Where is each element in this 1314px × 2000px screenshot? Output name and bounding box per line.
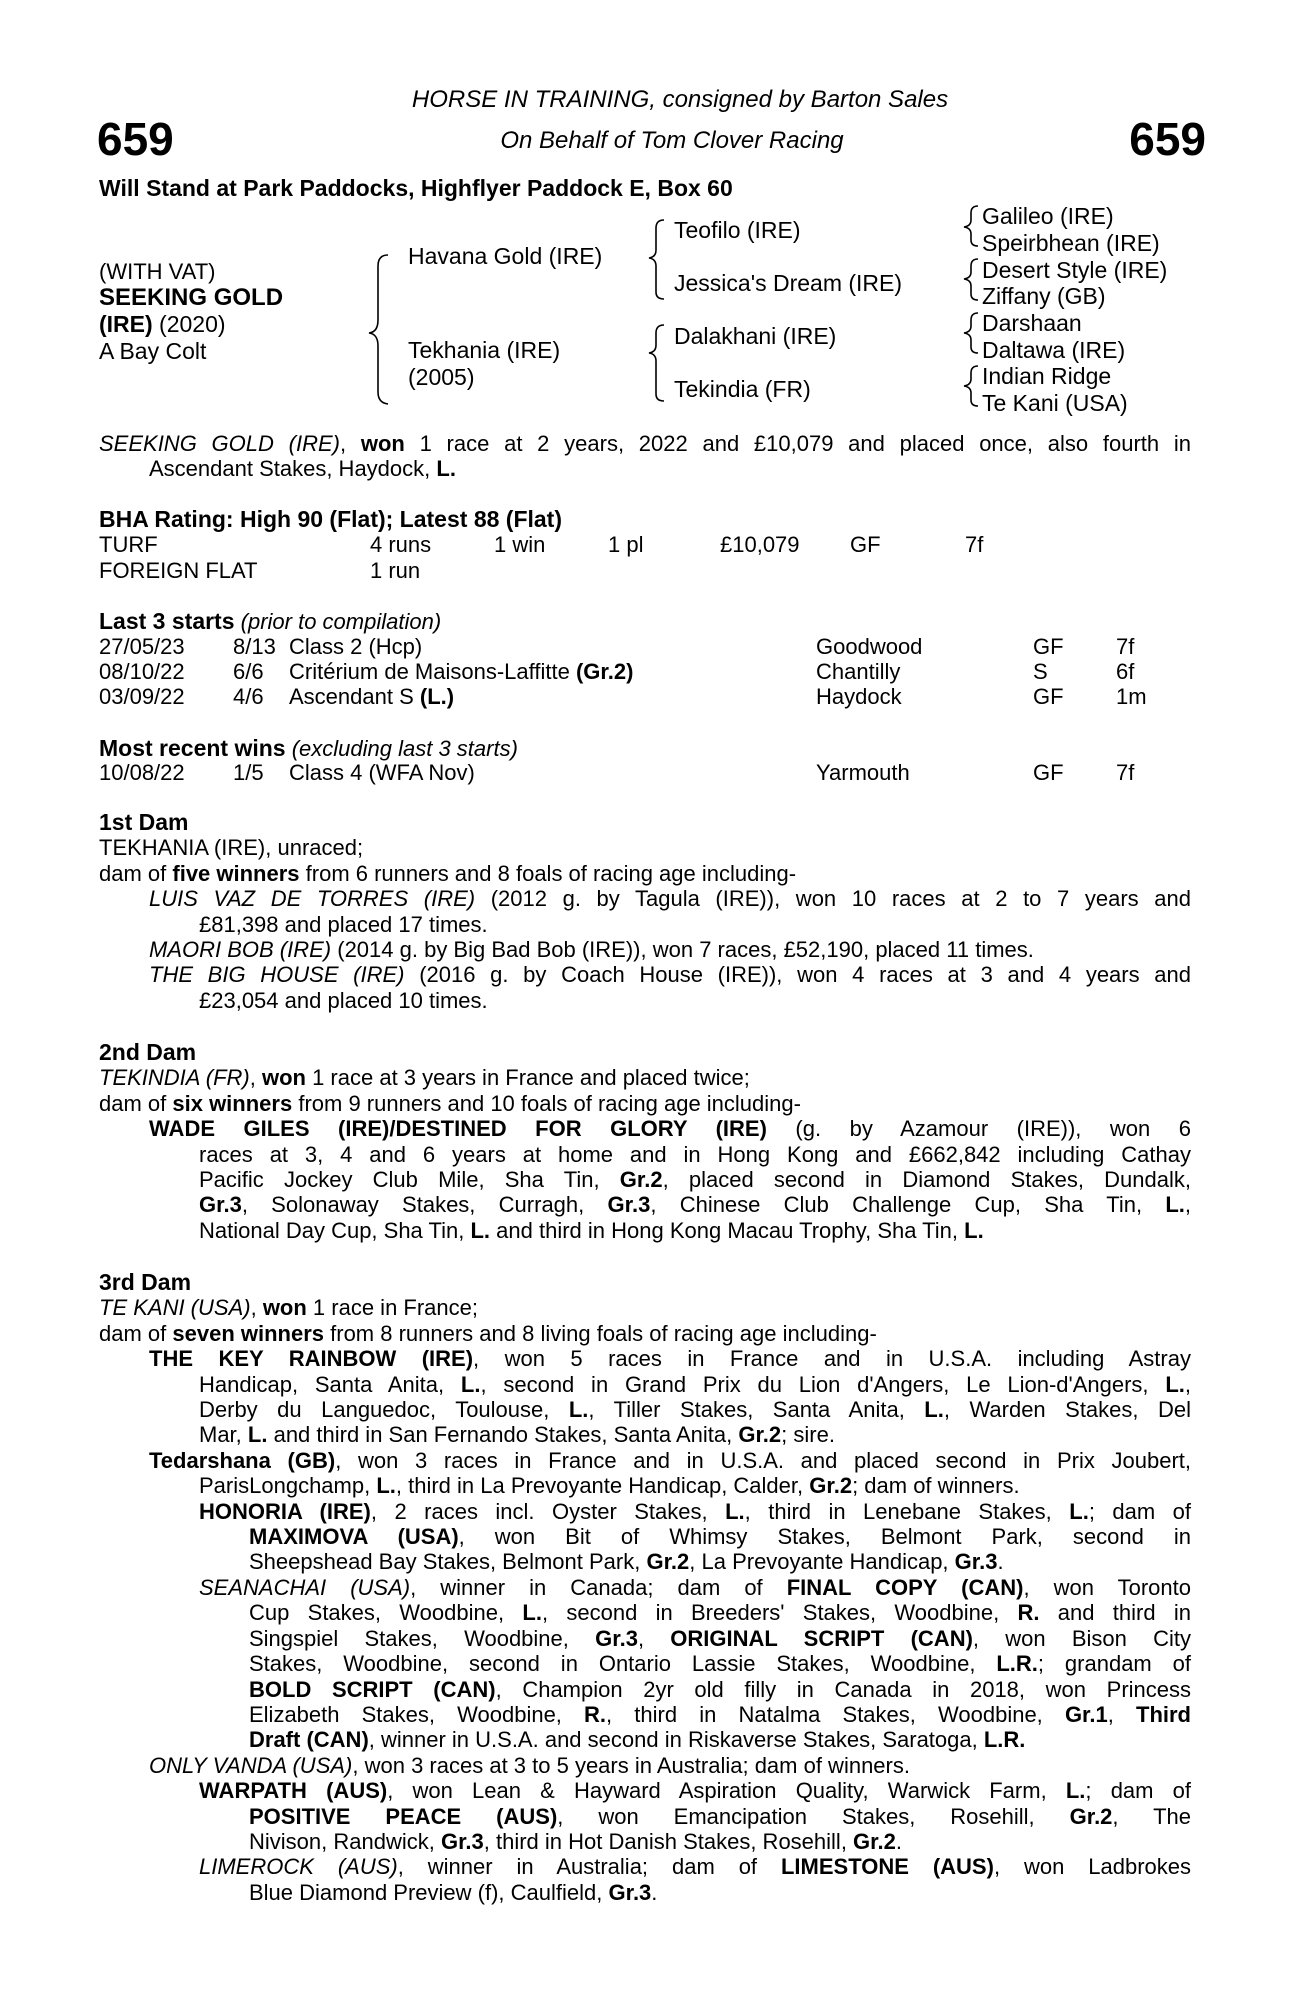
text-line — [99, 1524, 1191, 1549]
text-run: won — [261, 1065, 306, 1091]
text-line — [99, 1448, 1191, 1473]
text-run: R. — [1017, 1600, 1040, 1626]
text-line — [99, 1372, 1191, 1397]
text-line — [99, 1626, 1191, 1651]
text-run: dam of — [99, 860, 173, 886]
text-run: from 9 runners and 10 foals of racing age including- — [292, 1090, 801, 1116]
text-run: , won 3 races in France and in U.S.A. and placed second in Prix Joubert, — [335, 1447, 1191, 1473]
stand-location: Will Stand at Park Paddocks, Highflyer Paddock E, Box 60 — [99, 175, 733, 201]
text-run: ; dam of — [1088, 1498, 1191, 1524]
text-run: L. — [470, 1217, 491, 1243]
text-line — [99, 1575, 1191, 1600]
horse-origin: (IRE) — [99, 311, 153, 337]
text-run: ; grandam of — [1037, 1651, 1192, 1677]
text-line: £23,054 and placed 10 times. — [199, 987, 488, 1013]
text-line — [99, 1321, 1191, 1346]
text-line — [99, 1065, 1191, 1090]
text-run: 1 race at 2 years, 2022 and £10,079 and placed once, also fourth in — [404, 431, 1191, 456]
text-line — [99, 1192, 1191, 1217]
text-run: Gr.1 — [1064, 1701, 1108, 1727]
second-dam-heading: 2nd Dam — [99, 1039, 197, 1065]
text-run: , third in Hot Danish Stakes, Rosehill, — [483, 1828, 854, 1854]
text-run: , won Toronto — [1023, 1574, 1191, 1600]
text-run: , second in Breeders' Stakes, Woodbine, — [541, 1600, 1018, 1626]
text-line — [99, 937, 1191, 962]
text-run: ; sire. — [781, 1422, 835, 1448]
text-run: L. — [568, 1397, 589, 1423]
text-run: won — [360, 431, 405, 456]
text-run: L.R. — [983, 1727, 1026, 1753]
text-run: Derby du Languedoc, Toulouse, — [199, 1397, 569, 1423]
text-run: , — [637, 1625, 671, 1651]
text-run: WADE GILES (IRE)/DESTINED FOR GLORY (IRE) — [149, 1116, 767, 1142]
text-run: , third in Lenebane Stakes, — [744, 1498, 1070, 1524]
text-run: THE BIG HOUSE (IRE) — [149, 962, 405, 988]
text-run: Sheepshead Bay Stakes, Belmont Park, — [249, 1549, 647, 1575]
text-run: Gr.2 — [619, 1167, 663, 1193]
pedigree-ggp-1: Galileo (IRE) — [982, 203, 1114, 229]
third-dam-heading: 3rd Dam — [99, 1269, 192, 1295]
text-line — [99, 1600, 1191, 1625]
pedigree-dam-sire: Dalakhani (IRE) — [674, 323, 837, 349]
text-line — [99, 1397, 1191, 1422]
text-run: ONLY VANDA (USA) — [149, 1752, 353, 1778]
brace-ggp-2 — [964, 259, 978, 300]
pedigree-ggp-4: Ziffany (GB) — [982, 283, 1106, 309]
third-dam-section — [99, 1270, 1191, 1905]
text-run: Blue Diamond Preview (f), Caulfield, — [249, 1879, 609, 1905]
text-run: seven winners — [172, 1320, 325, 1346]
last3-row: 27/05/23 8/13 Class 2 (Hcp) Goodwood GF 7f — [99, 634, 1135, 659]
text-run: POSITIVE PEACE (AUS) — [249, 1803, 558, 1829]
text-line: races at 3, 4 and 6 years at home and in Hong Kong and £662,842 including Cathay — [199, 1141, 1191, 1167]
text-run: . — [997, 1549, 1004, 1575]
second-dam-section — [99, 1040, 1191, 1243]
text-line — [99, 1677, 1191, 1702]
text-run: from 6 runners and 8 foals of racing age including- — [299, 860, 797, 886]
text-line — [99, 1167, 1191, 1192]
text-run: Gr.3 — [608, 1879, 652, 1905]
recent-heading: Most recent wins (excluding last 3 starts) — [99, 735, 518, 761]
text-run: Gr.2 — [853, 1828, 896, 1854]
text-run: , The — [1112, 1803, 1192, 1829]
text-run: Elizabeth Stakes, Woodbine, — [249, 1701, 585, 1727]
text-run: Gr.2 — [1069, 1803, 1113, 1829]
text-run: (2014 g. by Big Bad Bob (IRE)), won 7 races, £52,190, placed 11 times. — [331, 937, 1034, 963]
text-run: LUIS VAZ DE TORRES (IRE) — [149, 886, 476, 912]
text-run: (2012 g. by Tagula (IRE)), won 10 races at 2 to 7 years and — [475, 886, 1191, 912]
pedigree-sire-dam: Jessica's Dream (IRE) — [674, 270, 903, 296]
pedigree-dam-year: (2005) — [408, 364, 475, 390]
rating-heading: BHA Rating: High 90 (Flat); Latest 88 (Flat) — [99, 506, 562, 532]
text-run: Ascendant Stakes, Haydock, — [149, 456, 437, 482]
text-line — [99, 1829, 1191, 1854]
text-run: , placed second in Diamond Stakes, Dundalk, — [662, 1167, 1191, 1193]
last3-row: 08/10/22 6/6 Critérium de Maisons-Laffitte (Gr.2) Chantilly S 6f — [99, 659, 1135, 684]
text-line: £81,398 and placed 17 times. — [199, 911, 488, 937]
text-run: , Chinese Club Challenge Cup, Sha Tin, — [650, 1192, 1166, 1218]
text-run: , winner in Canada; dam of — [410, 1574, 787, 1600]
text-run: L. — [924, 1397, 944, 1423]
text-line — [99, 1804, 1191, 1829]
last3-row: 03/09/22 4/6 Ascendant S (L.) Haydock GF 1m — [99, 684, 1147, 709]
lot-number-right: 659 — [1129, 113, 1206, 165]
text-run: , Solonaway Stakes, Curragh, — [241, 1192, 608, 1218]
pedigree-ggp-8: Te Kani (USA) — [982, 390, 1128, 416]
text-run: Gr.2 — [646, 1549, 690, 1575]
text-line — [99, 1295, 1191, 1320]
brace-dam — [649, 325, 664, 401]
text-line — [99, 1854, 1191, 1879]
horse-name: SEEKING GOLD — [99, 284, 284, 311]
text-line — [99, 1727, 1191, 1752]
lot-number-left: 659 — [97, 113, 174, 165]
text-run: , won Bit of Whimsy Stakes, Belmont Park, second in — [458, 1524, 1191, 1550]
text-run: L. — [460, 1371, 481, 1397]
text-run: L. — [247, 1422, 268, 1448]
text-run: L. — [376, 1473, 396, 1499]
text-run: , winner in Australia; dam of — [397, 1854, 781, 1880]
text-line — [99, 1778, 1191, 1803]
text-run: ; dam of winners. — [852, 1473, 1020, 1499]
text-run: MAXIMOVA (USA) — [249, 1524, 459, 1550]
text-run: WARPATH (AUS) — [199, 1778, 388, 1804]
text-run: , won Emancipation Stakes, Rosehill, — [557, 1803, 1070, 1829]
text-run: Gr.3 — [199, 1192, 242, 1218]
text-run: and third in Hong Kong Macau Trophy, Sha Tin, — [490, 1217, 965, 1243]
text-run: L. — [436, 456, 456, 482]
text-run: five winners — [172, 860, 300, 886]
text-run: Gr.3 — [607, 1192, 651, 1218]
brace-ggp-3 — [964, 313, 978, 353]
text-run: won — [262, 1295, 307, 1321]
text-run: L. — [1165, 1371, 1185, 1397]
race-summary — [99, 431, 1191, 482]
text-run: L. — [522, 1600, 542, 1626]
first-dam-section — [99, 810, 1191, 1013]
text-run: , third in Natalma Stakes, Woodbine, — [606, 1701, 1065, 1727]
brace-sire — [649, 220, 664, 299]
text-run: , won 3 races at 3 to 5 years in Australia; dam of winners. — [352, 1752, 910, 1778]
text-run: , third in La Prevoyante Handicap, Calder, — [395, 1473, 810, 1499]
text-run: Gr.3 — [954, 1549, 998, 1575]
text-line — [99, 886, 1191, 911]
text-run: , — [250, 1295, 263, 1321]
pedigree-ggp-2: Speirbhean (IRE) — [982, 230, 1160, 256]
text-line — [99, 962, 1191, 987]
text-run: , — [339, 431, 361, 456]
text-run: HONORIA (IRE) — [199, 1498, 371, 1524]
text-line — [99, 1753, 1191, 1778]
text-run: FINAL COPY (CAN) — [786, 1574, 1024, 1600]
text-run: Pacific Jockey Club Mile, Sha Tin, — [199, 1167, 620, 1193]
horse-year: (2020) — [152, 311, 226, 337]
text-run: , winner in U.S.A. and second in Riskaverse Stakes, Saratoga, — [368, 1727, 984, 1753]
pedigree-sire-sire: Teofilo (IRE) — [674, 217, 801, 243]
text-run: TEKINDIA (FR) — [99, 1065, 250, 1091]
text-line — [99, 1346, 1191, 1371]
text-run: ORIGINAL SCRIPT (CAN) — [670, 1625, 973, 1651]
text-run: 1 race at 3 years in France and placed twice; — [305, 1065, 750, 1091]
text-line — [99, 1116, 1191, 1141]
text-line — [99, 1422, 1191, 1447]
text-run: , Tiller Stakes, Santa Anita, — [588, 1397, 925, 1423]
text-line — [99, 1549, 1191, 1574]
text-run: Gr.2 — [809, 1473, 853, 1499]
text-run: ; dam of — [1085, 1778, 1191, 1804]
text-run: Draft (CAN) — [249, 1727, 369, 1753]
text-run: Gr.3 — [440, 1828, 484, 1854]
text-line: TEKHANIA (IRE), unraced; — [99, 835, 364, 861]
text-run: , Champion 2yr old filly in Canada in 2018, won Princess — [495, 1676, 1191, 1702]
text-run: (2016 g. by Coach House (IRE)), won 4 races at 3 and 4 years and — [404, 962, 1192, 988]
text-run: Tedarshana (GB) — [149, 1447, 336, 1473]
text-run: dam of — [99, 1090, 173, 1116]
text-line — [99, 1499, 1191, 1524]
text-line — [99, 1880, 1191, 1905]
text-run: TE KANI (USA) — [99, 1295, 251, 1321]
brace-ggp-4 — [964, 366, 978, 406]
text-run: THE KEY RAINBOW (IRE) — [149, 1346, 474, 1372]
text-run: 1 race in France; — [306, 1295, 478, 1321]
text-run: L. — [1065, 1778, 1086, 1804]
pedigree-ggp-6: Daltawa (IRE) — [982, 337, 1126, 363]
text-run: , won Bison City — [972, 1625, 1191, 1651]
text-run: and third in San Fernando Stakes, Santa Anita, — [267, 1422, 739, 1448]
text-line — [99, 1651, 1191, 1676]
text-run: and third in — [1039, 1600, 1192, 1626]
text-line — [99, 861, 1191, 886]
text-run: . — [895, 1828, 902, 1854]
pedigree-dam: Tekhania (IRE) — [408, 337, 561, 363]
text-line — [99, 456, 1191, 481]
text-run: dam of — [99, 1320, 173, 1346]
text-line — [99, 1218, 1191, 1243]
text-line — [99, 1091, 1191, 1116]
brace-parents — [369, 255, 388, 404]
text-run: Gr.3 — [595, 1625, 638, 1651]
text-run: , — [1184, 1192, 1191, 1218]
pedigree-ggp-5: Darshaan — [982, 310, 1082, 336]
text-run: , La Prevoyante Handicap, — [689, 1549, 955, 1575]
text-run: R. — [584, 1701, 607, 1727]
text-run: Nivison, Randwick, — [249, 1828, 441, 1854]
rating-row: TURF 4 runs 1 win 1 pl £10,079 GF 7f — [99, 532, 984, 557]
pedigree-ggp-3: Desert Style (IRE) — [982, 257, 1168, 283]
text-run: ParisLongchamp, — [199, 1473, 377, 1499]
text-line — [99, 431, 1191, 456]
text-line — [99, 1473, 1191, 1498]
text-run: six winners — [172, 1090, 293, 1116]
text-run: , — [1184, 1371, 1192, 1397]
text-run: Handicap, Santa Anita, — [199, 1371, 461, 1397]
page-title: HORSE IN TRAINING, consigned by Barton Sales — [411, 86, 949, 113]
text-run: MAORI BOB (IRE) — [149, 937, 332, 963]
pedigree-dam-dam: Tekindia (FR) — [674, 376, 811, 402]
text-run: BOLD SCRIPT (CAN) — [249, 1676, 496, 1702]
vat-label: (WITH VAT) — [99, 259, 216, 284]
text-line — [99, 1702, 1191, 1727]
first-dam-heading: 1st Dam — [99, 809, 189, 835]
text-run: LIMEROCK (AUS) — [199, 1854, 398, 1880]
text-run: L. — [964, 1217, 984, 1243]
text-run: , won Ladbrokes — [993, 1854, 1191, 1880]
text-run: Stakes, Woodbine, second in Ontario Lassie Stakes, Woodbine, — [249, 1651, 997, 1677]
text-run: SEANACHAI (USA) — [199, 1574, 411, 1600]
recent-row: 10/08/22 1/5 Class 4 (WFA Nov) Yarmouth GF 7f — [99, 760, 1135, 785]
last3-heading: Last 3 starts (prior to compilation) — [99, 608, 442, 634]
pedigree-sire: Havana Gold (IRE) — [408, 243, 603, 269]
text-run: Mar, — [199, 1422, 248, 1448]
text-run: Third — [1136, 1701, 1191, 1727]
text-run: LIMESTONE (AUS) — [780, 1854, 994, 1880]
text-run: , second in Grand Prix du Lion d'Angers, Le Lion-d'Angers, — [480, 1371, 1166, 1397]
text-run: . — [651, 1879, 658, 1905]
horse-description: A Bay Colt — [99, 338, 207, 364]
text-run: Singspiel Stakes, Woodbine, — [249, 1625, 596, 1651]
pedigree-ggp-7: Indian Ridge — [982, 363, 1112, 389]
text-run: Cup Stakes, Woodbine, — [249, 1600, 523, 1626]
text-run: L. — [725, 1498, 745, 1524]
text-run: (g. by Azamour (IRE)), won 6 — [766, 1116, 1191, 1142]
text-run: , Warden Stakes, Del — [943, 1397, 1192, 1423]
text-run: Gr.2 — [738, 1422, 782, 1448]
text-run: , — [249, 1065, 262, 1091]
brace-ggp-1 — [964, 206, 978, 246]
text-run: , won 5 races in France and in U.S.A. including Astray — [473, 1346, 1191, 1372]
text-run: National Day Cup, Sha Tin, — [199, 1217, 471, 1243]
text-run: from 8 runners and 8 living foals of racing age including- — [324, 1320, 877, 1346]
page-subtitle: On Behalf of Tom Clover Racing — [500, 127, 844, 154]
text-run: L. — [1069, 1498, 1089, 1524]
text-run: , 2 races incl. Oyster Stakes, — [370, 1498, 726, 1524]
text-run: L.R. — [996, 1651, 1038, 1677]
text-run: , won Lean & Hayward Aspiration Quality, Warwick Farm, — [387, 1778, 1066, 1804]
text-run: , — [1107, 1701, 1136, 1727]
rating-row: FOREIGN FLAT 1 run — [99, 558, 421, 583]
summary-horse: SEEKING GOLD (IRE) — [99, 431, 340, 456]
text-run: L. — [1165, 1192, 1185, 1218]
